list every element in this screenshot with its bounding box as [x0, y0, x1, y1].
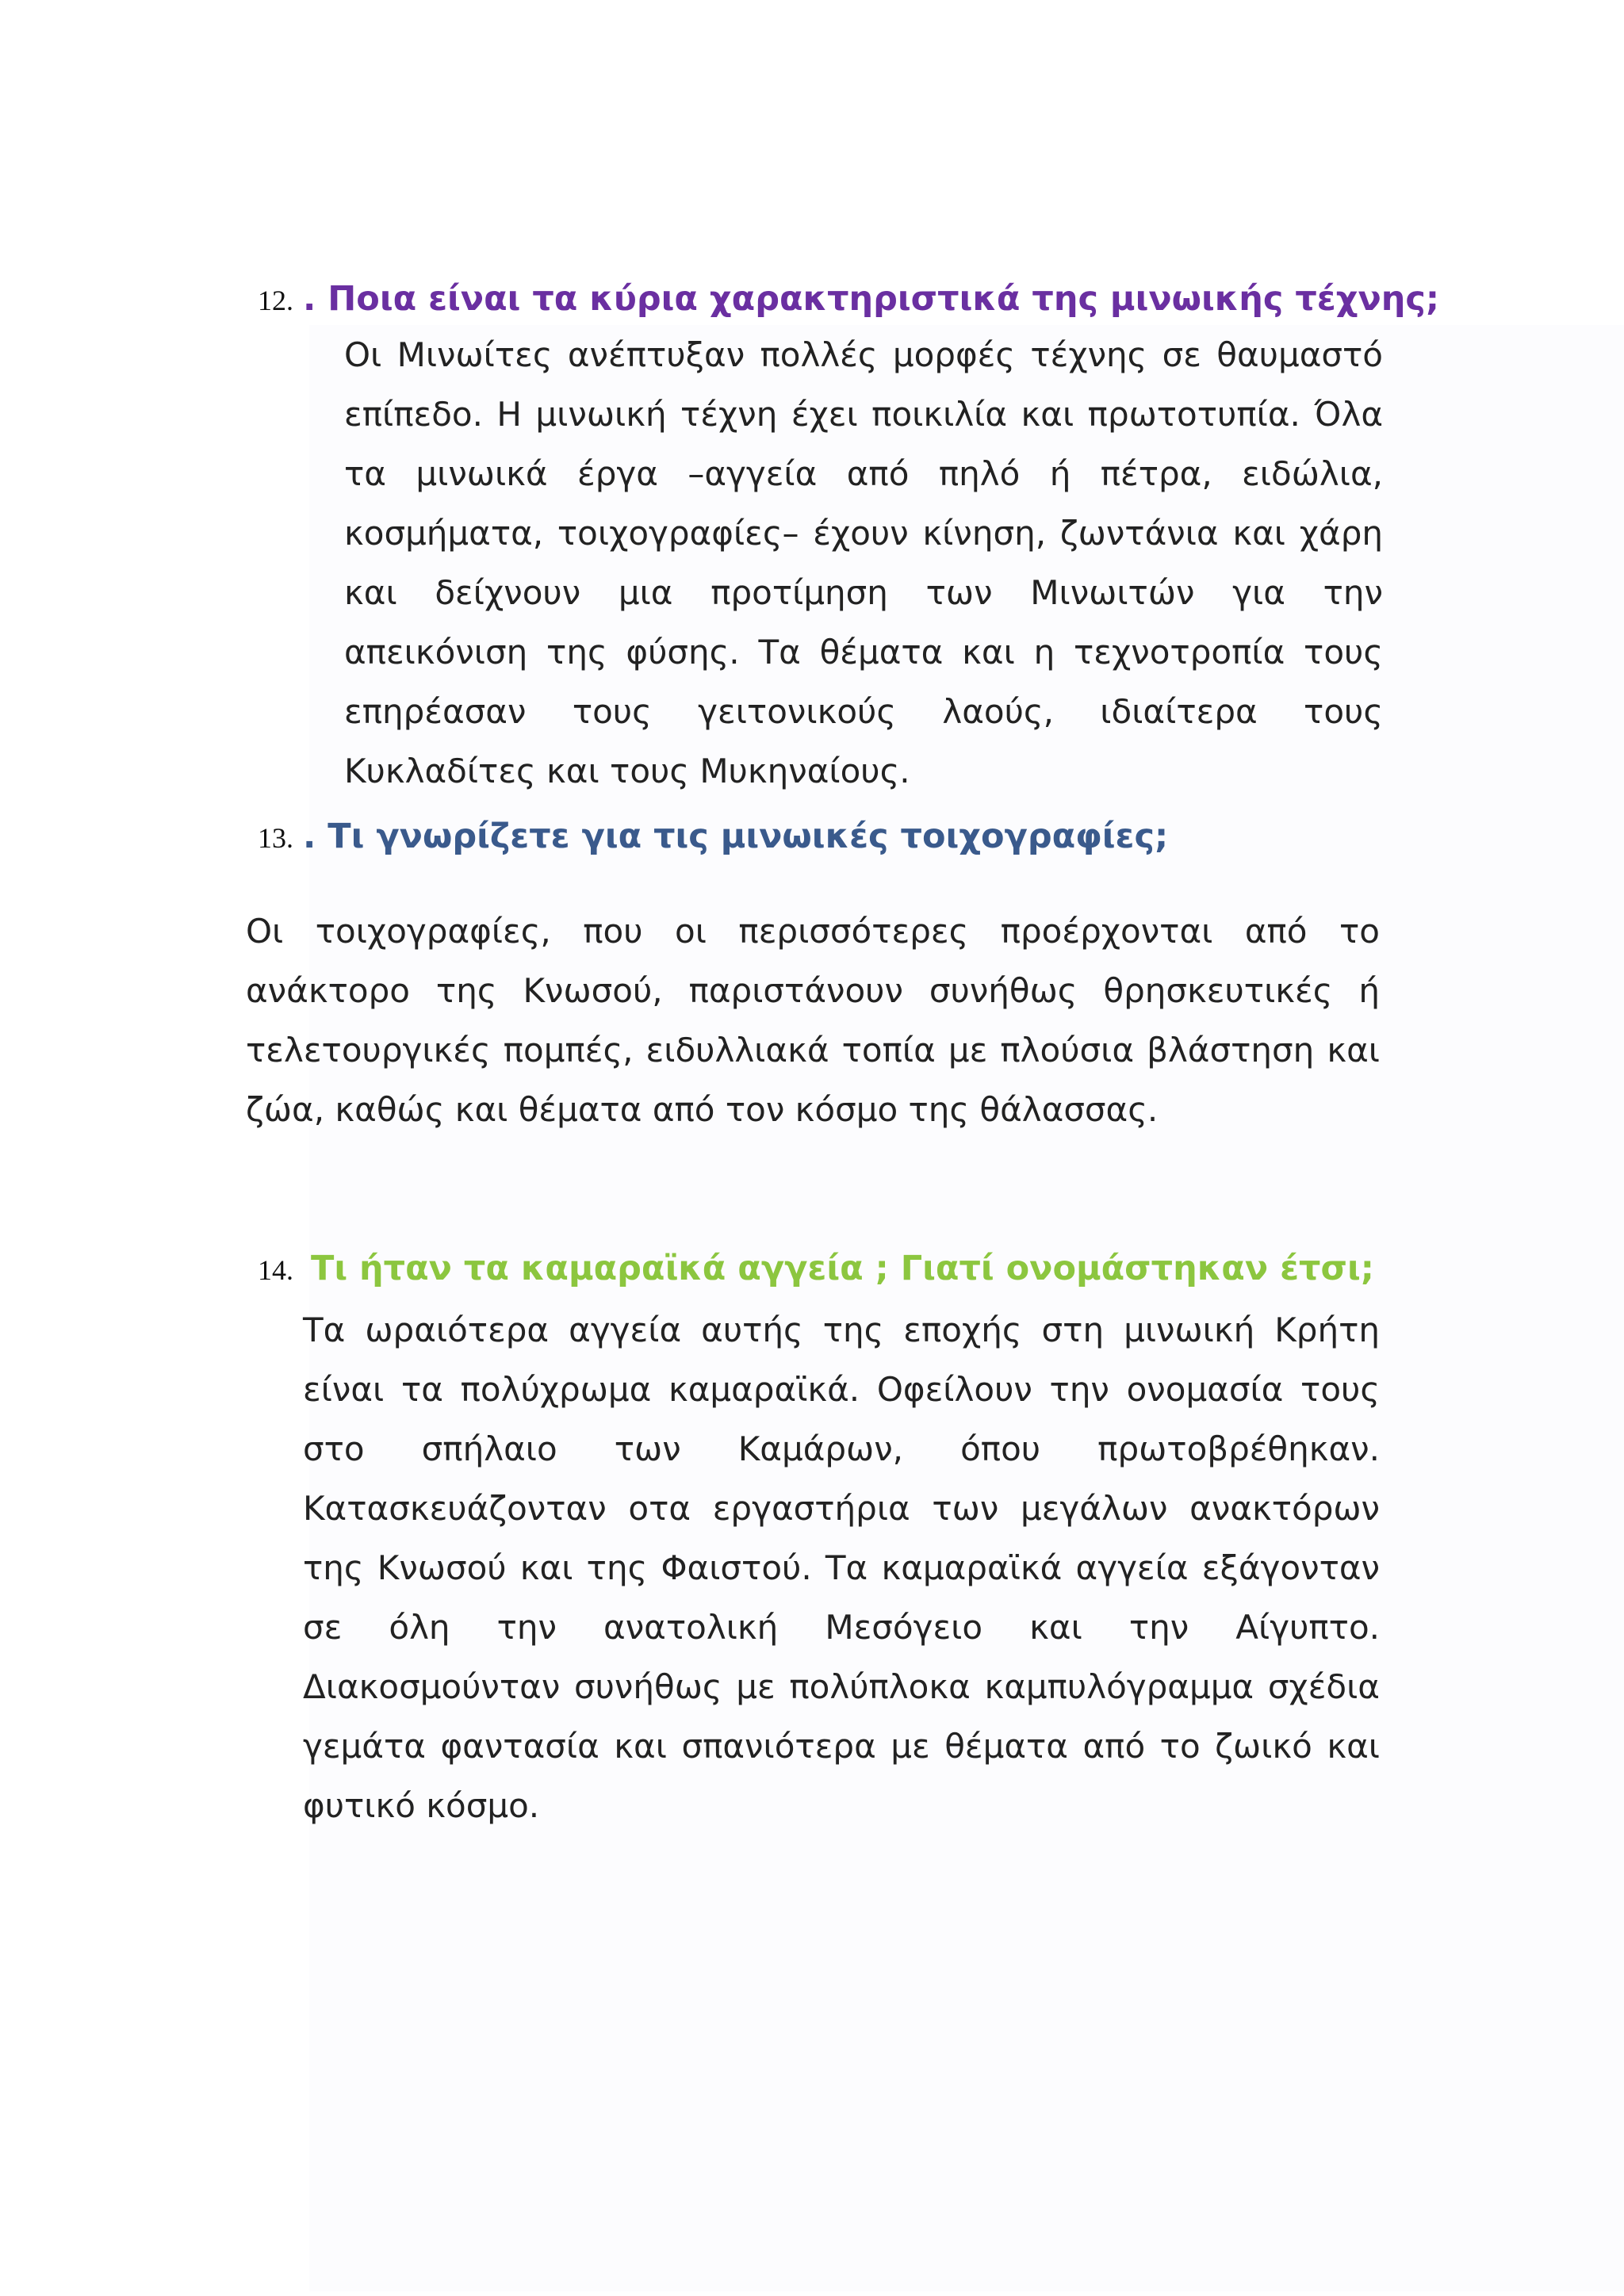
question-12-heading — [258, 279, 1439, 319]
question-title: . Ποια είναι τα κύρια χαρακτηριστικά της μινωικής τέχνης; — [303, 279, 1440, 319]
question-14-answer: Τα ωραιότερα αγγεία αυτής της εποχής στη μινωική Κρήτη είναι τα πολύχρωμα καμαραϊκά. Οφείλουν την ονομασία τους στο σπήλαιο των Καμάρων, όπου πρωτοβρέθηκαν. Κατασκευάζονταν οτα εργαστήρια των μεγάλων ανακτόρων της Κνωσού και της Φαιστού. Τα καμαραϊκά αγγεία εξάγονταν σε όλη την ανατολική Μεσόγειο και την Αίγυπτο. Διακοσμούνταν συνήθως με πολύπλοκα καμπυλόγραμμα σχέδια γεμάτα φαντασία και σπανιότερα με θέματα από το ζωικό και φυτικό κόσμο. — [303, 1311, 1380, 1825]
question-12-answer: Οι Μινωίτες ανέπτυξαν πολλές μορφές τέχνης σε θαυμαστό επίπεδο. Η μινωική τέχνη έχει ποικιλία και πρωτοτυπία. Όλα τα μινωικά έργα –αγγεία από πηλό ή πέτρα, ειδώλια, κοσμήματα, τοιχογραφίες– έχουν κίνηση, ζωντάνια και χάρη και δείχνουν μια προτίμηση των Μινωιτών για την απεικόνιση της φύσης. Τα θέματα και η τεχνοτροπία τους επηρέασαν τους γειτονικούς λαούς, ιδιαίτερα τους Κυκλαδίτες και τους Μυκηναίους. — [344, 335, 1383, 790]
question-13-answer: Οι τοιχογραφίες, που οι περισσότερες προέρχονται από το ανάκτορο της Κνωσού, παριστάνουν συνήθως θρησκευτικές ή τελετουργικές πομπές, ειδυλλιακά τοπία με πλούσια βλάστηση και ζώα, καθώς και θέματα από τον κόσμο της θάλασσας. — [246, 912, 1380, 1129]
question-title: . Τι γνωρίζετε για τις μινωικές τοιχογραφίες; — [303, 817, 1169, 856]
question-number: 13. — [258, 822, 293, 854]
question-14-heading — [258, 1249, 1374, 1288]
question-number: 12. — [258, 285, 293, 316]
question-number: 14. — [258, 1254, 293, 1286]
question-13-heading — [258, 817, 1168, 856]
question-title: Τι ήταν τα καμαραϊκά αγγεία ; Γιατί ονομάστηκαν έτσι; — [311, 1249, 1374, 1288]
